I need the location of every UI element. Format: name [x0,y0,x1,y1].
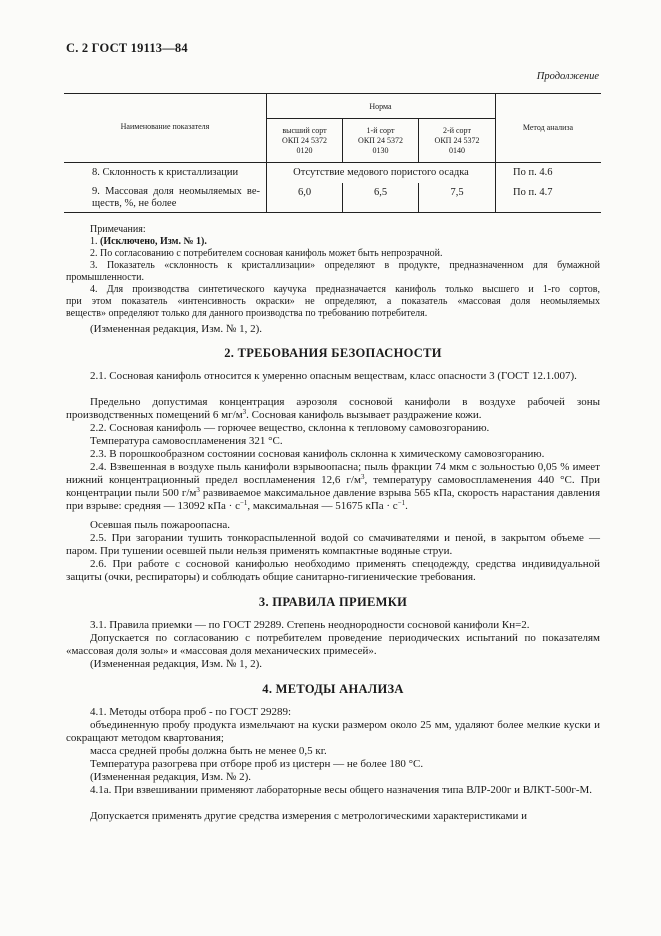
para-4-1a-b: Допускается применять другие средства измерения с метрологическими характеристиками и [90,810,528,822]
note-4-line3: веществ» определяют только для данного производства по требованию потребителя. [66,308,428,319]
row9-top: 6,0 [297,187,312,198]
para-2-2-b: Температура самовоспламенения 321 °С. [90,435,283,447]
note-1: 1. (Исключено, Изм. № 1). [90,236,207,247]
para-2-4-b: Осевшая пыль пожароопасна. [90,519,230,531]
amendment-note: (Измененная редакция, Изм. № 1, 2). [90,323,263,335]
header-norm: Норма [369,102,392,111]
para-2-1-b: Предельно допустимая концентрация аэрозоля сосновой канифоли в воздухе рабочей зоны производственных помещений 6 $мг/м^3$. Сосновая канифоль вызывает раздражение кожи. [66,396,600,421]
note-3-line1: 3. Показатель «склонность к кристаллизации» определяют в продукте, предназначенном для бумажной [90,260,600,271]
row9-name-line2: ществ, %, не более [92,198,177,209]
section-3-title: 3. ПРАВИЛА ПРИЕМКИ [258,595,408,609]
note-2: 2. По согласованию с потребителем сосновая канифоль может быть непрозрачной. [90,248,443,259]
para-4-1-d: Температура разогрева при отборе проб из цистерн — не более 180 °С. [90,758,424,770]
header-method: Метод анализа [522,123,574,132]
section-2-title: 2. ТРЕБОВАНИЯ БЕЗОПАСНОСТИ [224,346,442,360]
note-3-line2: промышленности. [66,272,144,283]
row9-first: 6,5 [373,187,388,198]
para-2-2: 2.2. Сосновая канифоль — горючее вещество, склонна к тепловому самовозгоранию. [90,422,490,434]
para-2-3: 2.3. В порошкообразном состоянии сосновая канифоль склонна к химическому самовозгоранию. [90,448,545,460]
para-2-5: 2.5. При загорании тушить тонкораспыленной водой со смачивателями и пеной, в закрытом объеме — паром. При тушении осевшей пыли нельзя применять компактные водяные струи. [66,532,600,557]
row8-name: 8. Склонность к кристаллизации [92,167,239,178]
para-4-1a: 4.1а. При взвешивании применяют лабораторные весы общего назначения типа ВЛР-200г и ВЛКТ-500г-М. [90,784,593,796]
para-2-4: 2.4. Взвешенная в воздухе пыль канифоли взрывоопасна; пыль фракции 74 мкм с зольностью 0,05 % имеет нижний концентрационный предел воспламенения 12,6 $г/м^3$, температуру самовоспламенения 440 °С. При концентрации пыли 500 $г/м^3$ развиваемое максимальное давление взрыва 565 кПа, скорость нарастания давления при взрыве: средняя — 13092 кПа · $с^{-1}$, максимальная — 51675 кПа · $с^{-1}$. [66,461,601,512]
para-2-1: 2.1. Сосновая канифоль относится к умеренно опасным веществам, класс опасности 3 (ГОСТ 12.1.007). [90,370,577,382]
row9-method: По п. 4.7 [513,187,553,198]
para-3-1: 3.1. Правила приемки — по ГОСТ 29289. Степень неоднородности сосновой канифоли Кн=2. [90,619,530,631]
specs-table [64,93,601,213]
notes-title: Примечания: [90,224,146,235]
row9-second: 7,5 [450,187,464,198]
row8-method: По п. 4.6 [513,167,553,178]
grade-second: 2-й сорт ОКП 24 5372 0140 [434,126,480,155]
note-4-line2: при этом показатель «интенсивность окраски» не определяют, а показатель «массовая доля неомыляемых [66,296,600,307]
grade-first: 1-й сорт ОКП 24 5372 0130 [358,126,403,155]
para-4-1-b: объединенную пробу продукта измельчают на куски размером около 25 мм, удаляют более мелкие куски и сокращают методом квартования; [66,719,600,744]
row8-value: Отсутствие медового пористого осадка [293,167,469,178]
page-header: С. 2 ГОСТ 19113—84 [66,41,188,55]
para-2-6: 2.6. При работе с сосновой канифолью необходимо применять спецодежду, средства индивидуальной защиты (очки, респираторы) и соблюдать общие санитарно-гигиенические требования. [66,558,600,583]
row9-name-line1: 9. Массовая доля неомыляемых ве- [92,186,260,197]
para-4-1: 4.1. Методы отбора проб - по ГОСТ 29289: [90,706,292,718]
continuation-label: Продолжение [536,71,599,82]
header-indicator-name: Наименование показателя [120,122,210,131]
para-3-1-b: Допускается по согласованию с потребителем проведение периодических испытаний по показателям «массовая доля золы» и «массовая доля механических примесей». [66,632,600,657]
section-4-title: 4. МЕТОДЫ АНАЛИЗА [262,682,404,696]
section-4-amendment: (Измененная редакция, Изм. № 2). [90,771,252,783]
grade-top: высший сорт ОКП 24 5372 0120 [282,126,327,155]
para-4-1-c: масса средней пробы должна быть не менее 0,5 кг. [90,745,327,757]
section-3-amendment: (Измененная редакция, Изм. № 1, 2). [90,658,263,670]
note-4-line1: 4. Для производства синтетического каучука предназначается канифоль только высшего и 1-го сортов, [90,284,600,295]
